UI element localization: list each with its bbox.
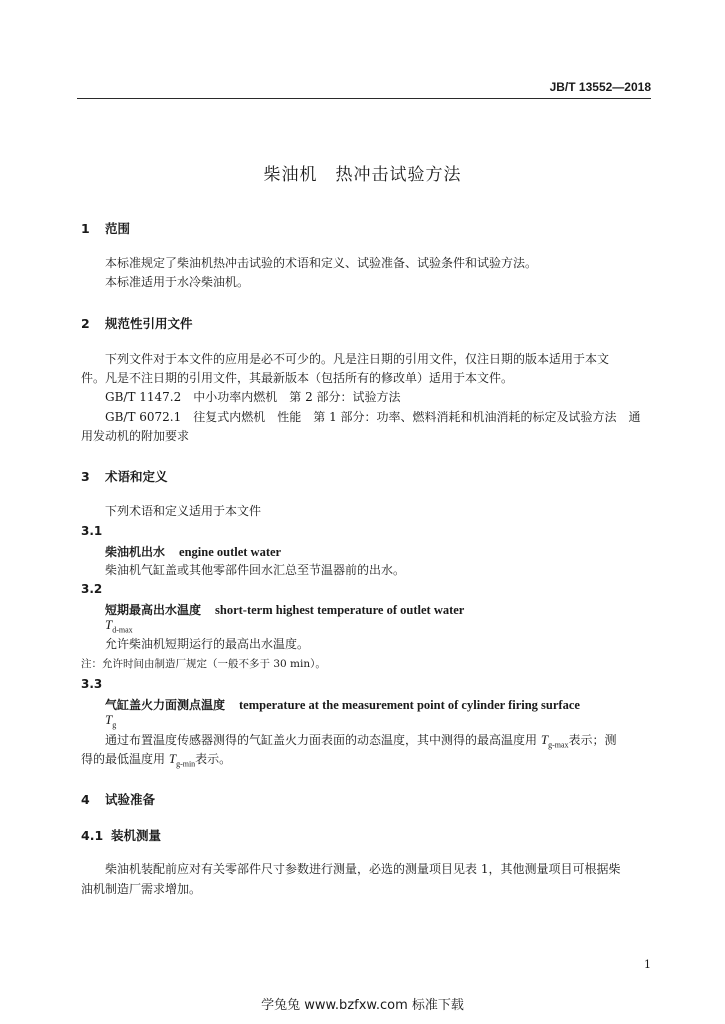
paragraph-line: 下列文件对于本文件的应用是必不可少的。凡是注日期的引用文件，仅注日期的版本适用于本文 bbox=[105, 352, 610, 366]
site-watermark-footer: 学兔兔 www.bzfxw.com 标准下载 bbox=[261, 998, 464, 1013]
term-name bbox=[105, 696, 580, 713]
section-number: 1 bbox=[81, 221, 90, 236]
page-number: 1 bbox=[644, 958, 651, 971]
term-definition: 柴油机气缸盖或其他零部件回水汇总至节温器前的出水。 bbox=[105, 563, 406, 577]
section-1-heading bbox=[81, 219, 130, 237]
term-definition-line: 通过布置温度传感器测得的气缸盖火力面表面的动态温度，其中测得的最高温度用 $T_{g-max}$表示；测 bbox=[105, 732, 617, 750]
section-number: 2 bbox=[81, 316, 90, 331]
term-name-zh: 气缸盖火力面测点温度 bbox=[105, 698, 226, 712]
term-note: 注：允许时间由制造厂规定（一般不多于 30 min）。 bbox=[81, 658, 326, 670]
paragraph: 本标准适用于水冷柴油机。 bbox=[105, 275, 250, 289]
section-4-heading bbox=[81, 790, 155, 808]
reference-item-continued: 用发动机的附加要求 bbox=[81, 429, 190, 443]
term-number: 3.1 bbox=[81, 524, 103, 538]
term-definition: 允许柴油机短期运行的最高出水温度。 bbox=[105, 637, 310, 651]
term-name bbox=[105, 543, 281, 560]
paragraph: 本标准规定了柴油机热冲击试验的术语和定义、试验准备、试验条件和试验方法。 bbox=[105, 256, 538, 270]
term-name-en: engine outlet water bbox=[179, 545, 282, 559]
paragraph-line: 油机制造厂需求增加。 bbox=[81, 882, 202, 896]
term-symbol: $T_g$ bbox=[105, 712, 117, 730]
section-number: 3 bbox=[81, 469, 90, 484]
paragraph-line: 件。凡是不注日期的引用文件，其最新版本（包括所有的修改单）适用于本文件。 bbox=[81, 371, 514, 385]
standard-code: JB/T 13552—2018 bbox=[549, 80, 651, 94]
term-name bbox=[105, 601, 464, 618]
section-title: 范围 bbox=[105, 221, 131, 236]
header-rule bbox=[77, 98, 651, 99]
reference-item: GB/T 1147.2 中小功率内燃机 第 2 部分：试验方法 bbox=[105, 390, 401, 404]
section-2-heading bbox=[81, 314, 193, 332]
section-title: 试验准备 bbox=[105, 792, 156, 807]
document-title: 柴油机 热冲击试验方法 bbox=[263, 165, 462, 185]
reference-item: GB/T 6072.1 往复式内燃机 性能 第 1 部分：功率、燃料消耗和机油消耗的标定及试验方法 通 bbox=[105, 410, 641, 424]
section-3-heading bbox=[81, 467, 168, 485]
section-number: 4 bbox=[81, 792, 90, 807]
section-title: 术语和定义 bbox=[105, 469, 168, 484]
paragraph: 下列术语和定义适用于本文件 bbox=[105, 504, 262, 518]
subsection-number: 4.1 bbox=[81, 828, 104, 843]
term-symbol: $T_{d-max}$ bbox=[105, 617, 133, 635]
subsection-title: 装机测量 bbox=[111, 828, 162, 843]
section-title: 规范性引用文件 bbox=[105, 316, 193, 331]
term-number: 3.3 bbox=[81, 677, 103, 691]
term-name-en: temperature at the measurement point of cylinder firing surface bbox=[239, 698, 580, 712]
paragraph-line: 柴油机装配前应对有关零部件尺寸参数进行测量，必选的测量项目见表 1，其他测量项目可根据柴 bbox=[105, 862, 621, 876]
term-name-zh: 柴油机出水 bbox=[105, 545, 166, 559]
subsection-4-1-heading bbox=[81, 826, 161, 844]
term-name-en: short-term highest temperature of outlet water bbox=[215, 603, 465, 617]
term-number: 3.2 bbox=[81, 582, 103, 596]
term-name-zh: 短期最高出水温度 bbox=[105, 603, 202, 617]
term-definition-line: 得的最低温度用 $T_{g-min}$表示。 bbox=[81, 751, 232, 769]
